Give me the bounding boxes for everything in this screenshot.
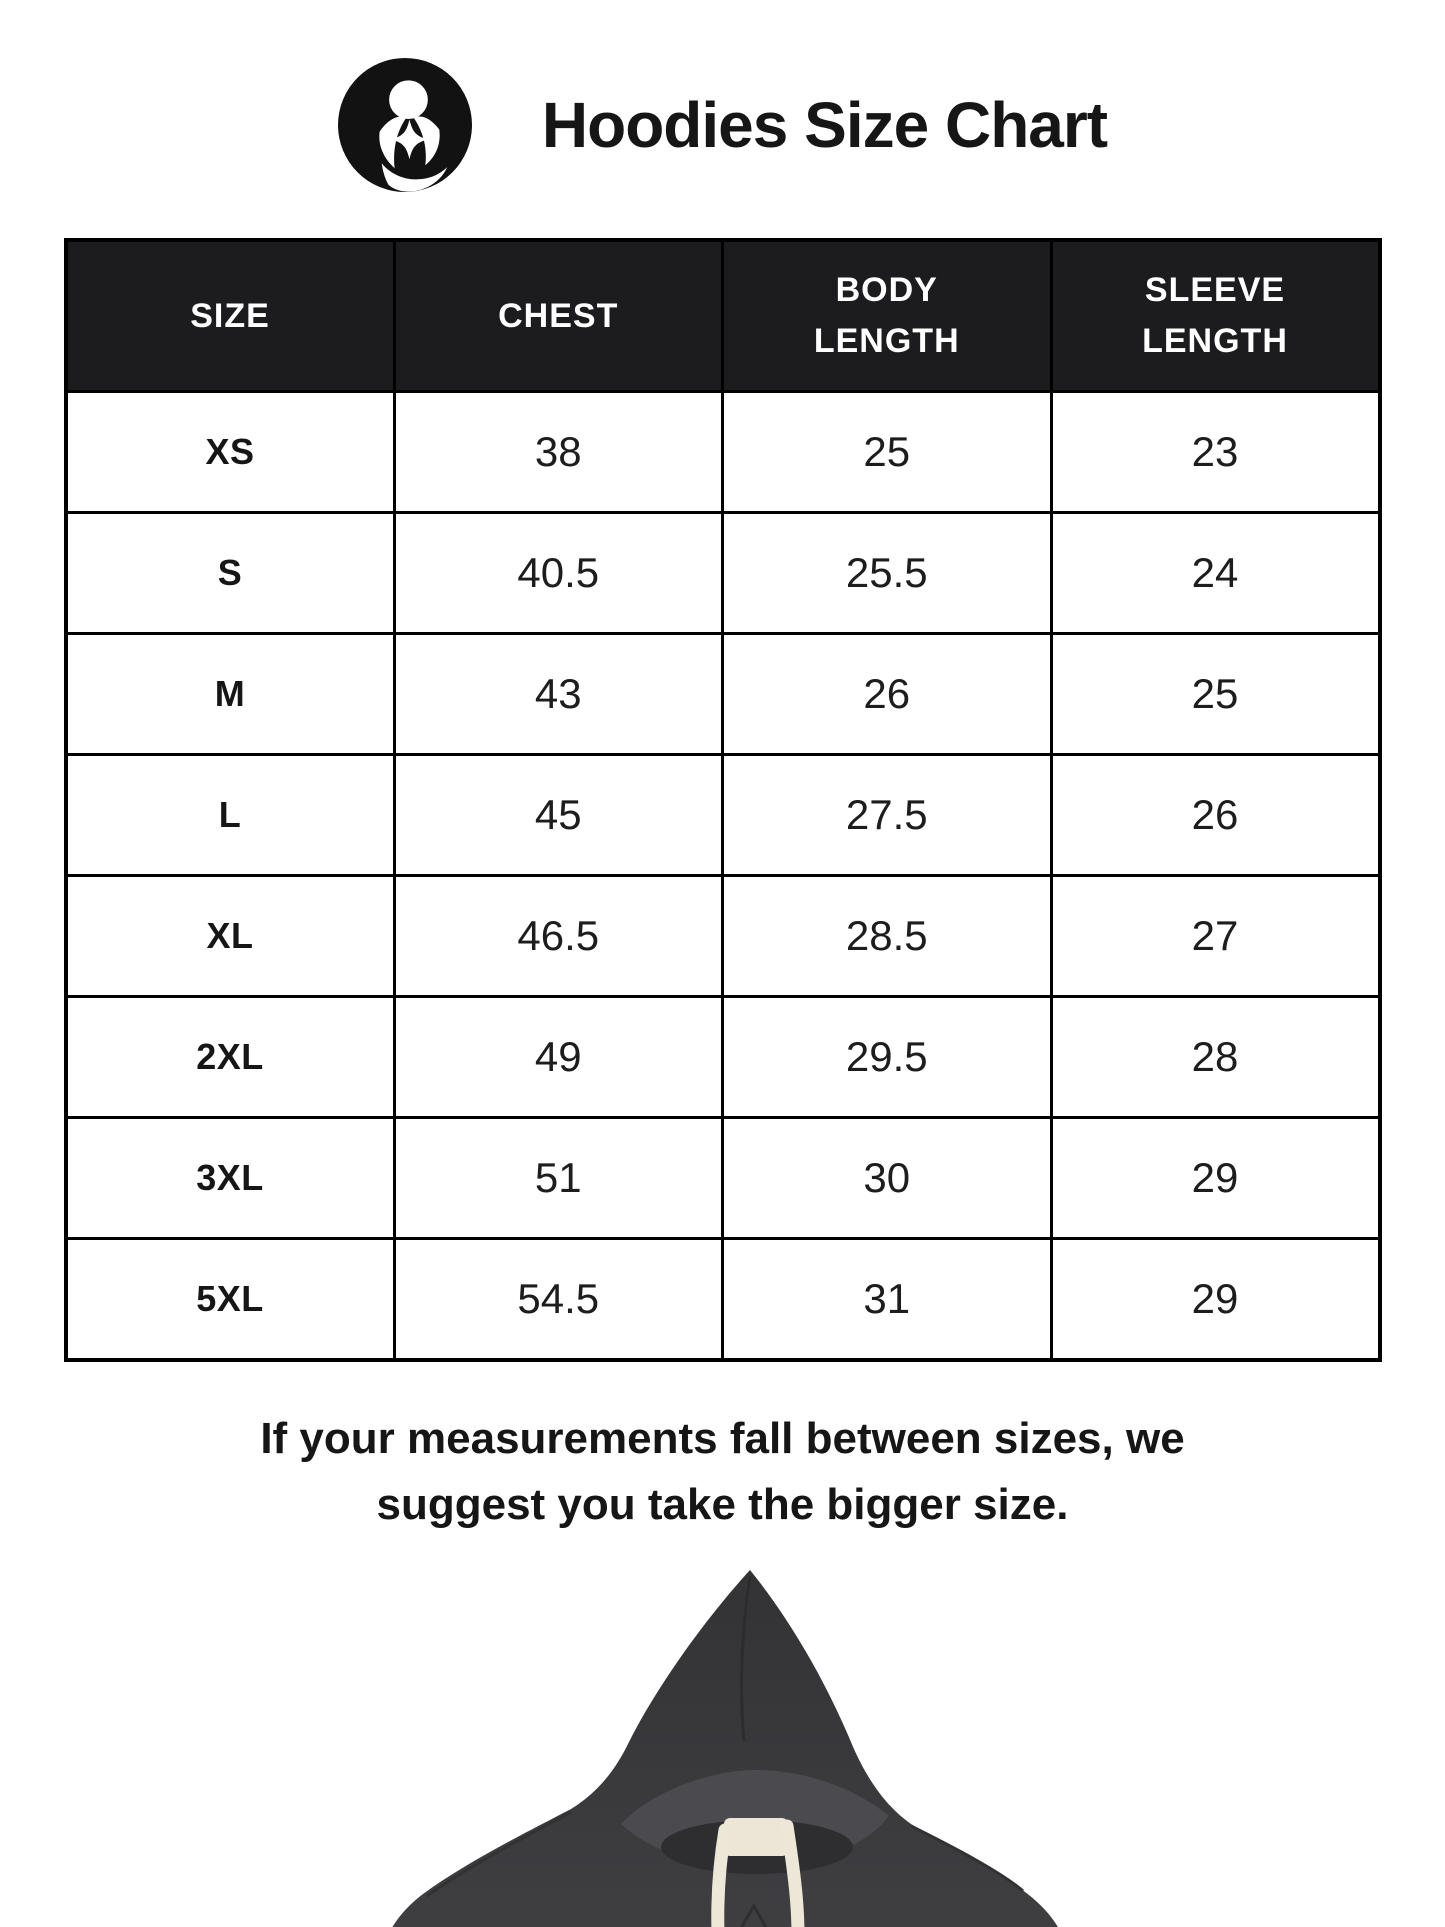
table-row — [66, 876, 1380, 997]
cell-sleeve-length: 23 — [1051, 392, 1380, 513]
brand-header — [0, 0, 1445, 192]
cell-size: 3XL — [66, 1118, 395, 1239]
cell-chest: 45 — [394, 755, 723, 876]
cell-size: M — [66, 634, 395, 755]
cell-chest: 40.5 — [394, 513, 723, 634]
table-header-row — [66, 240, 1380, 392]
cell-body-length: 25.5 — [723, 513, 1052, 634]
fit-note-line-2: suggest you take the bigger size. — [376, 1480, 1069, 1529]
col-header-size: SIZE — [66, 240, 395, 392]
cell-sleeve-length: 29 — [1051, 1239, 1380, 1361]
cell-sleeve-length: 28 — [1051, 997, 1380, 1118]
cell-sleeve-length: 24 — [1051, 513, 1380, 634]
cell-sleeve-length: 29 — [1051, 1118, 1380, 1239]
fit-note-line-1: If your measurements fall between sizes, we — [260, 1414, 1185, 1463]
table-row — [66, 755, 1380, 876]
fit-note — [0, 1406, 1445, 1538]
cell-size: XL — [66, 876, 395, 997]
col-header-chest: CHEST — [394, 240, 723, 392]
cell-size: 2XL — [66, 997, 395, 1118]
cell-body-length: 29.5 — [723, 997, 1052, 1118]
cell-size: S — [66, 513, 395, 634]
cell-sleeve-length: 26 — [1051, 755, 1380, 876]
table-row — [66, 1118, 1380, 1239]
size-chart-table — [64, 238, 1382, 1362]
brand-logo-icon — [338, 58, 472, 192]
cell-size: L — [66, 755, 395, 876]
table-row — [66, 634, 1380, 755]
cell-chest: 46.5 — [394, 876, 723, 997]
table-row — [66, 513, 1380, 634]
cell-sleeve-length: 25 — [1051, 634, 1380, 755]
cell-chest: 51 — [394, 1118, 723, 1239]
cell-body-length: 27.5 — [723, 755, 1052, 876]
cell-body-length: 30 — [723, 1118, 1052, 1239]
cell-sleeve-length: 27 — [1051, 876, 1380, 997]
cell-size: 5XL — [66, 1239, 395, 1361]
cell-chest: 38 — [394, 392, 723, 513]
cell-body-length: 28.5 — [723, 876, 1052, 997]
table-row — [66, 997, 1380, 1118]
col-header-body-length: BODY LENGTH — [723, 240, 1052, 392]
cell-body-length: 25 — [723, 392, 1052, 513]
table-row — [66, 1239, 1380, 1361]
page-title: Hoodies Size Chart — [541, 89, 1108, 161]
cell-chest: 49 — [394, 997, 723, 1118]
hoodie-image — [373, 1566, 1073, 1927]
col-header-sleeve-length: SLEEVE LENGTH — [1051, 240, 1380, 392]
cell-size: XS — [66, 392, 395, 513]
size-chart-table-wrap — [64, 238, 1382, 1362]
cell-chest: 54.5 — [394, 1239, 723, 1361]
cell-body-length: 31 — [723, 1239, 1052, 1361]
cell-body-length: 26 — [723, 634, 1052, 755]
cell-chest: 43 — [394, 634, 723, 755]
table-row — [66, 392, 1380, 513]
